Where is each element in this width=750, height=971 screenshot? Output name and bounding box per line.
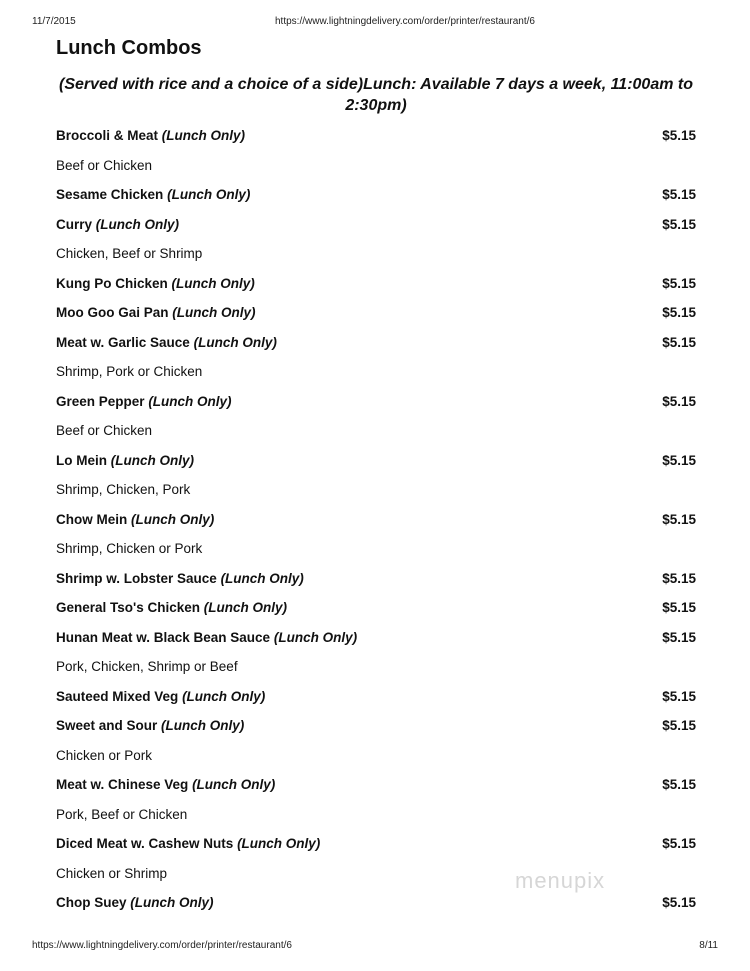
- menu-item-price: $5.15: [662, 836, 696, 851]
- menu-item-note: (Lunch Only): [193, 334, 277, 350]
- menu-item: [56, 333, 696, 363]
- page-title: Lunch Combos: [56, 37, 202, 59]
- section-subtitle: (Served with rice and a choice of a side)Lunch: Available 7 days a week, 11:00am to 2:30pm): [58, 76, 693, 114]
- menu-item-price: $5.15: [662, 216, 696, 232]
- print-date: 11/7/2015: [32, 16, 76, 27]
- menu-item-price: $5.15: [662, 511, 696, 527]
- menu-item: [56, 569, 696, 599]
- menu-item: [56, 628, 696, 658]
- menu-item-name: Meat w. Chinese Veg: [56, 777, 189, 792]
- menu-item: [56, 126, 696, 156]
- menu-item-note: (Lunch Only): [161, 718, 245, 733]
- menu-item: [56, 687, 696, 717]
- menu-item-price: $5.15: [662, 629, 696, 645]
- menu-item-note: (Lunch Only): [182, 688, 266, 704]
- menu-item: [56, 716, 696, 746]
- menu-item-note: (Lunch Only): [203, 600, 288, 615]
- menu-item-price: $5.15: [662, 895, 696, 910]
- menu-item: [56, 834, 696, 864]
- menu-item-price: $5.15: [662, 128, 696, 143]
- menu-item-name: Shrimp w. Lobster Sauce: [56, 570, 217, 586]
- menu-item-description: Pork, Chicken, Shrimp or Beef: [56, 659, 238, 674]
- menu-item-price: $5.15: [662, 777, 696, 792]
- menu-item-name: Sweet and Sour: [56, 718, 158, 733]
- menu-item: [56, 775, 696, 805]
- menu-item-note: (Lunch Only): [161, 128, 246, 143]
- menu-item-name: Curry: [56, 216, 93, 232]
- menu-item-name: General Tso's Chicken: [56, 600, 201, 615]
- menu-item-description: Chicken or Pork: [56, 747, 153, 763]
- menu-item-price: $5.15: [662, 688, 696, 704]
- footer-url: https://www.lightningdelivery.com/order/printer/restaurant/6: [32, 940, 292, 951]
- menu-item-note: (Lunch Only): [167, 187, 251, 202]
- menu-item-description: Shrimp, Chicken or Pork: [56, 541, 203, 556]
- menu-item-name: Sauteed Mixed Veg: [56, 688, 179, 704]
- menu-item-note: (Lunch Only): [237, 836, 321, 851]
- menu-list: [56, 126, 696, 923]
- menu-item-name: Chop Suey: [56, 895, 127, 910]
- menu-item-price: $5.15: [662, 305, 696, 320]
- menu-item-note: (Lunch Only): [220, 570, 304, 586]
- menu-item-note: (Lunch Only): [110, 452, 195, 468]
- menu-item-name: Hunan Meat w. Black Bean Sauce: [56, 629, 271, 645]
- menu-item-description: Beef or Chicken: [56, 423, 153, 438]
- menu-item: [56, 303, 696, 333]
- menu-item-price: $5.15: [662, 334, 696, 350]
- menu-item: [56, 392, 696, 422]
- menu-item: [56, 185, 696, 215]
- menu-item-price: $5.15: [662, 718, 696, 733]
- menu-item-note: (Lunch Only): [192, 777, 276, 792]
- menu-item-description: Pork, Beef or Chicken: [56, 806, 188, 822]
- menu-item: [56, 893, 696, 923]
- menu-item: [56, 598, 696, 628]
- page-number: 8/11: [699, 940, 718, 951]
- menu-item-description: Beef or Chicken: [56, 157, 153, 173]
- menu-item-price: $5.15: [662, 275, 696, 291]
- menu-item-note: (Lunch Only): [95, 216, 180, 232]
- menu-item: [56, 215, 696, 245]
- menu-item-description: Shrimp, Pork or Chicken: [56, 364, 203, 379]
- menu-item-price: $5.15: [662, 570, 696, 586]
- menu-item-price: $5.15: [662, 452, 696, 468]
- menu-item: [56, 510, 696, 540]
- menu-item-name: Moo Goo Gai Pan: [56, 305, 169, 320]
- menu-item-name: Kung Po Chicken: [56, 275, 168, 291]
- menu-item-note: (Lunch Only): [171, 275, 255, 291]
- watermark-logo: menupix: [515, 868, 606, 893]
- menu-item-note: (Lunch Only): [148, 393, 232, 409]
- menu-item-price: $5.15: [662, 393, 696, 409]
- menu-item-price: $5.15: [662, 600, 696, 615]
- menu-item-description: Shrimp, Chicken, Pork: [56, 482, 191, 497]
- menu-item-name: Broccoli & Meat: [56, 128, 159, 143]
- menu-item-note: (Lunch Only): [131, 511, 215, 527]
- menu-item-note: (Lunch Only): [273, 629, 358, 645]
- menu-item-description: Chicken or Shrimp: [56, 865, 168, 881]
- menu-item-description: Chicken, Beef or Shrimp: [56, 246, 203, 261]
- menu-item-name: Green Pepper: [56, 393, 145, 409]
- menu-item-note: (Lunch Only): [130, 895, 214, 910]
- print-url: https://www.lightningdelivery.com/order/printer/restaurant/6: [275, 16, 535, 27]
- menu-item-name: Sesame Chicken: [56, 187, 164, 202]
- menu-item-name: Chow Mein: [56, 511, 128, 527]
- menu-item: [56, 274, 696, 304]
- menu-item: [56, 451, 696, 481]
- menu-item-name: Meat w. Garlic Sauce: [56, 334, 190, 350]
- menu-item-price: $5.15: [662, 187, 696, 202]
- menu-item-name: Lo Mein: [56, 452, 107, 468]
- menu-item-note: (Lunch Only): [172, 305, 256, 320]
- menu-item-name: Diced Meat w. Cashew Nuts: [56, 836, 234, 851]
